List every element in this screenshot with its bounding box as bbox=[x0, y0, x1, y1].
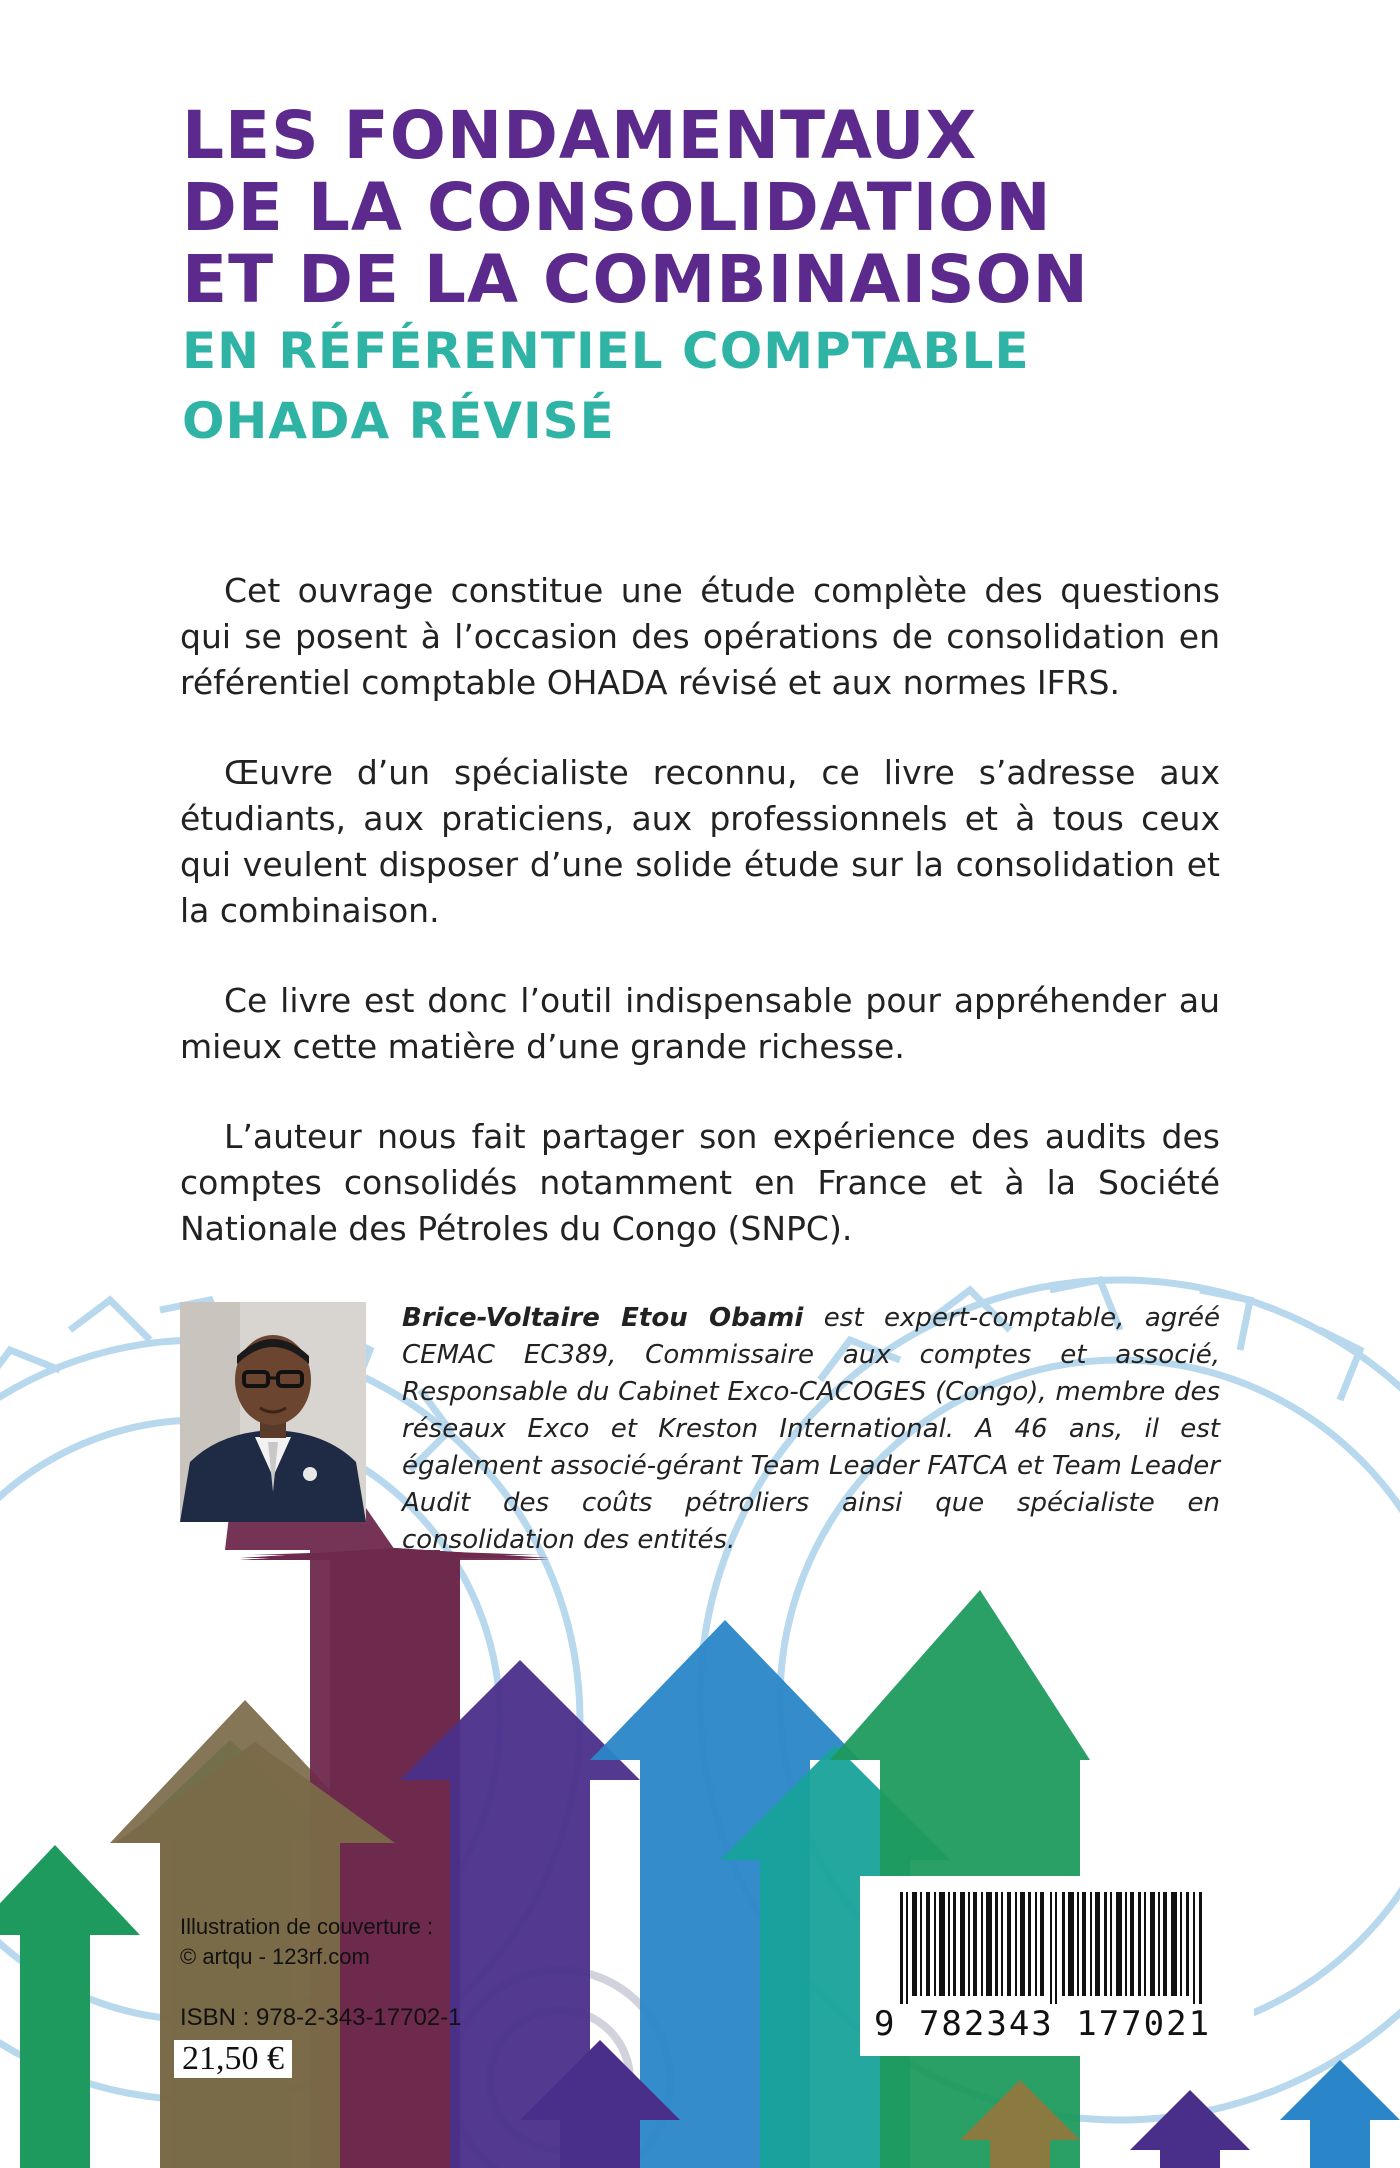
author-name: Brice-Voltaire Etou Obami bbox=[402, 1303, 804, 1333]
cover-credits bbox=[180, 1912, 433, 1972]
price-label: 21,50 € bbox=[174, 2040, 292, 2078]
author-bio-text: est expert-comptable, agréé CEMAC EC389, Commissaire aux comptes et associé, Responsable du Cabinet Exco-CACOGES (Congo), membre des réseaux Exco et Kreston International. A 46 ans, il est également associé-gérant Team Leader FATCA et Team Leader Audit des coûts pétroliers ainsi que spécialiste en consolidation des entités. bbox=[402, 1303, 1220, 1555]
barcode-bars-icon bbox=[860, 1876, 1254, 2006]
author-photo bbox=[180, 1302, 366, 1522]
title-line-1: LES FONDAMENTAUX bbox=[182, 97, 978, 174]
description-paragraph-2: Œuvre d’un spécialiste reconnu, ce livre s’adresse aux étudiants, aux praticiens, aux professionnels et à tous ceux qui veulent disposer d’une solide étude sur la consolidation et la combinaison. bbox=[180, 753, 1220, 930]
illustration-credit-label: Illustration de couverture : bbox=[180, 1914, 434, 1939]
illustration-credit-source: © artqu - 123rf.com bbox=[180, 1944, 370, 1969]
title-line-2: DE LA CONSOLIDATION bbox=[182, 169, 1052, 246]
subtitle-line-2: OHADA RÉVISÉ bbox=[182, 392, 615, 450]
title-block bbox=[182, 97, 1232, 456]
arrow-blue-right-icon bbox=[1280, 2060, 1400, 2168]
isbn-text: ISBN : 978-2-343-17702-1 bbox=[180, 2004, 462, 2031]
author-bio bbox=[402, 1300, 1220, 1559]
barcode bbox=[860, 1876, 1254, 2056]
description-paragraph-1: Cet ouvrage constitue une étude complète des questions qui se posent à l’occasion des opérations de consolidation en référentiel comptable OHADA révisé et aux normes IFRS. bbox=[180, 571, 1220, 702]
description-paragraph-4: L’auteur nous fait partager son expérience des audits des comptes consolidés notamment en France et à la Société Nationale des Pétroles du Congo (SNPC). bbox=[180, 1117, 1220, 1248]
title-line-3: ET DE LA COMBINAISON bbox=[182, 241, 1089, 318]
barcode-digits: 9 782343 177021 bbox=[874, 2004, 1212, 2044]
subtitle-line-1: EN RÉFÉRENTIEL COMPTABLE bbox=[182, 322, 1030, 380]
description-paragraph-3: Ce livre est donc l’outil indispensable pour appréhender au mieux cette matière d’une grande richesse. bbox=[180, 981, 1220, 1066]
description-text bbox=[180, 568, 1220, 1296]
